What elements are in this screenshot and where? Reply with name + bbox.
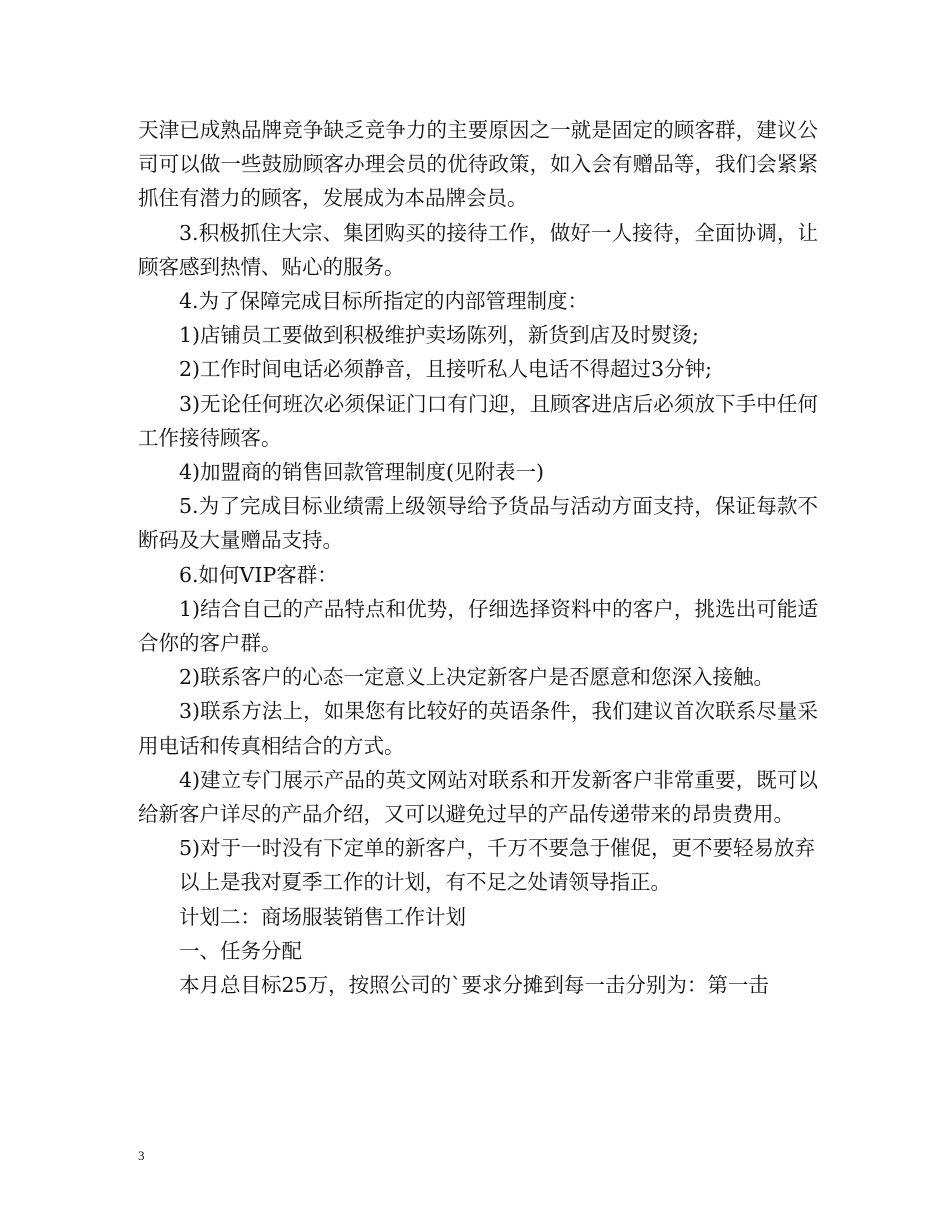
paragraph-7: 4)加盟商的销售回款管理制度(见附表一) xyxy=(179,460,545,485)
page-number: 3 xyxy=(138,1148,145,1163)
section-title-plan-two: 计划二：商场服装销售工作计划 xyxy=(179,904,466,929)
paragraph-10: 1)结合自己的产品特点和优势，仔细选择资料中的客户，挑选出可能适合你的客户群。 xyxy=(138,596,818,656)
paragraph-2: 3.积极抓住大宗、集团购买的接待工作，做好一人接待，全面协调，让顾客感到热情、贴心的服务。 xyxy=(138,220,818,279)
paragraph-12: 3)联系方法上，如果您有比较好的英语条件，我们建议首次联系尽量采用电话和传真相结合的方式。 xyxy=(138,699,818,758)
paragraph-4: 1)店铺员工要做到积极维护卖场陈列，新货到店及时熨烫; xyxy=(179,323,699,348)
paragraph-3: 4.为了保障完成目标所指定的内部管理制度： xyxy=(179,289,589,314)
paragraph-15: 以上是我对夏季工作的计划，有不足之处请领导指正。 xyxy=(179,870,671,895)
paragraph-11: 2)联系客户的心态一定意义上决定新客户是否愿意和您深入接触。 xyxy=(179,665,775,690)
paragraph-6: 3)无论任何班次必须保证门口有门迎，且顾客进店后必须放下手中任何工作接待顾客。 xyxy=(138,391,818,450)
body-text xyxy=(138,113,818,1002)
paragraph-9: 6.如何VIP客群： xyxy=(179,562,338,587)
paragraph-5: 2)工作时间电话必须静音，且接听私人电话不得超过3分钟; xyxy=(179,357,712,382)
paragraph-18: 本月总目标25万，按照公司的`要求分摊到每一击分别为：第一击 xyxy=(179,973,769,998)
paragraph-1: 天津已成熟品牌竞争缺乏竞争力的主要原因之一就是固定的顾客群，建议公司可以做一些鼓励顾客办理会员的优待政策，如入会有赠品等，我们会紧紧抓住有潜力的顾客，发展成为本品牌会员。 xyxy=(138,118,818,211)
paragraph-8: 5.为了完成目标业绩需上级领导给予货品与活动方面支持，保证每款不断码及大量赠品支持。 xyxy=(138,494,818,553)
section-heading-task-allocation: 一、任务分配 xyxy=(179,938,302,963)
paragraph-13: 4)建立专门展示产品的英文网站对联系和开发新客户非常重要，既可以给新客户详尽的产品介绍，又可以避免过早的产品传递带来的昂贵费用。 xyxy=(138,767,818,827)
paragraph-14: 5)对于一时没有下定单的新客户，千万不要急于催促，更不要轻易放弃 xyxy=(179,836,816,861)
